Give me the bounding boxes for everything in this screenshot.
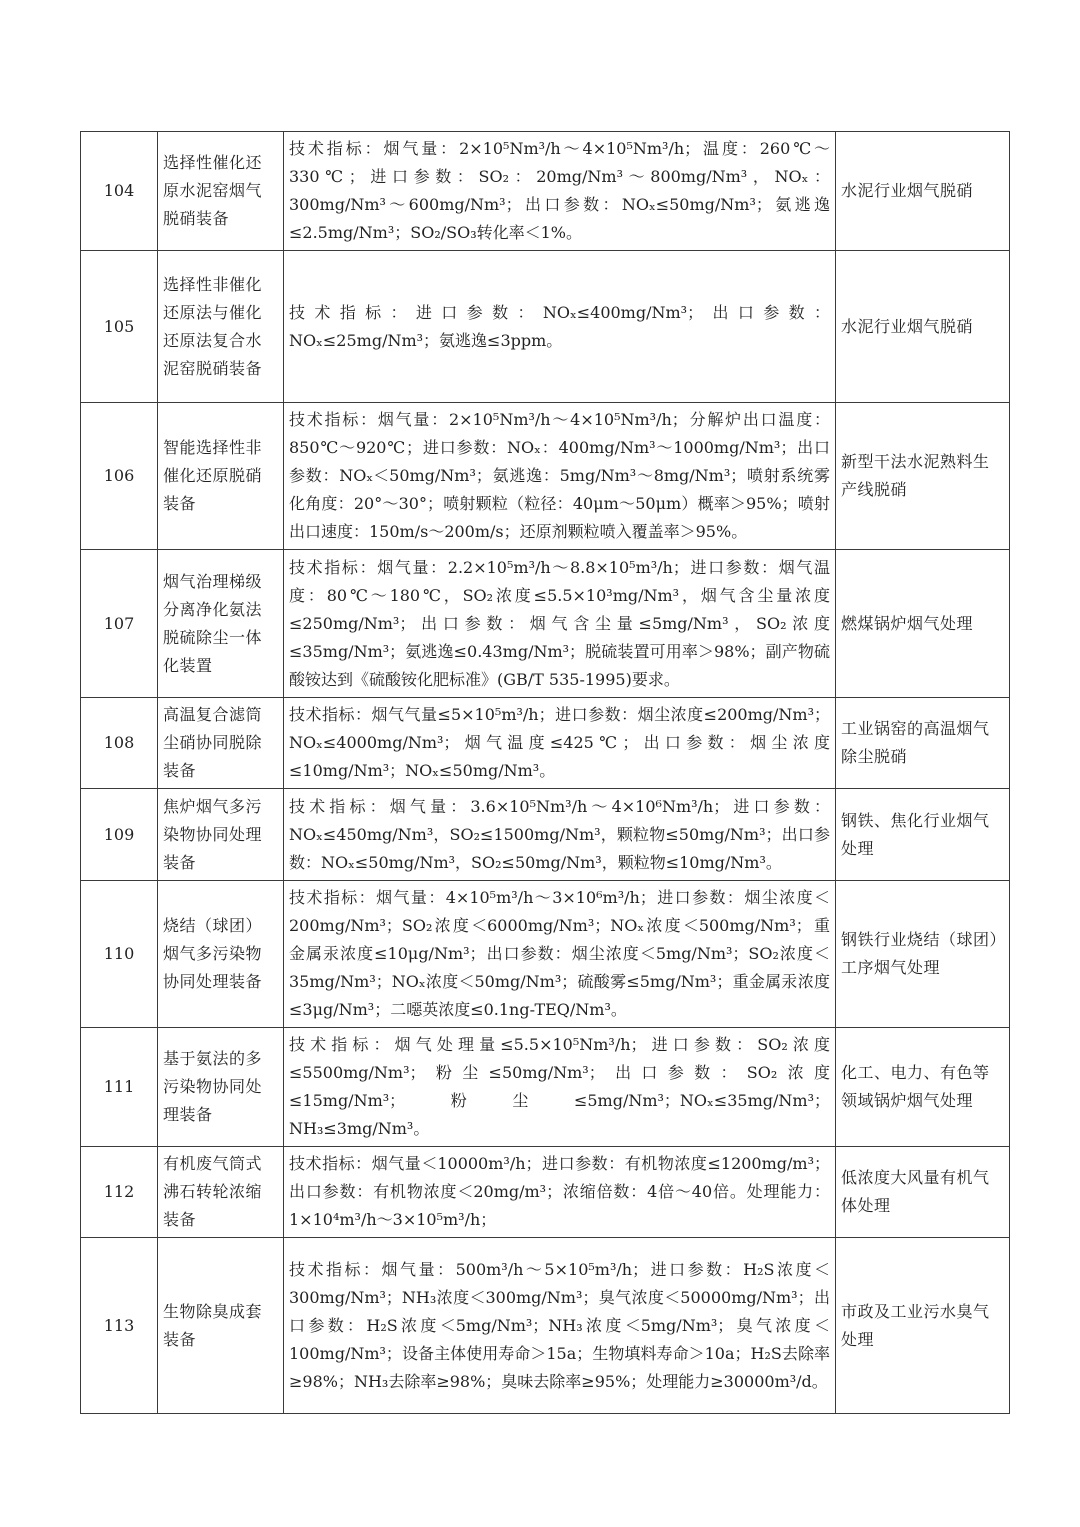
application-field: 市政及工业污水臭气处理 [836, 1238, 1010, 1414]
equipment-name: 智能选择性非催化还原脱硝装备 [158, 403, 284, 550]
application-field: 新型干法水泥熟料生产线脱硝 [836, 403, 1010, 550]
technical-indicators: 技术指标：烟气量：2.2×10⁵m³/h～8.8×10⁵m³/h；进口参数：烟气温度：80℃～180℃，SO₂浓度≤5.5×10³mg/Nm³，烟气含尘量浓度≤250mg/Nm³；出口参数：烟气含尘量≤5mg/Nm³，SO₂浓度≤35mg/Nm³；氨逃逸≤0.43mg/Nm³；脱硫装置可用率＞98%；副产物硫酸铵达到《硫酸铵化肥标准》(GB/T 535-1995)要求。 [284, 550, 836, 698]
technical-indicators: 技术指标：烟气量：2×10⁵Nm³/h～4×10⁵Nm³/h；分解炉出口温度：850℃～920℃；进口参数：NOₓ：400mg/Nm³～1000mg/Nm³；出口参数：NOₓ＜50mg/Nm³；氨逃逸：5mg/Nm³～8mg/Nm³；喷射系统雾化角度：20°～30°；喷射颗粒（粒径：40μm～50μm）概率＞95%；喷射出口速度：150m/s～200m/s；还原剂颗粒喷入覆盖率＞95%。 [284, 403, 836, 550]
technical-indicators: 技术指标：烟气量：4×10⁵m³/h～3×10⁶m³/h；进口参数：烟尘浓度＜200mg/Nm³；SO₂浓度＜6000mg/Nm³；NOₓ浓度＜500mg/Nm³；重金属汞浓度≤10μg/Nm³；出口参数：烟尘浓度＜5mg/Nm³；SO₂浓度＜35mg/Nm³；NOₓ浓度＜50mg/Nm³；硫酸雾≤5mg/Nm³；重金属汞浓度≤3μg/Nm³；二噁英浓度≤0.1ng-TEQ/Nm³。 [284, 881, 836, 1028]
technical-indicators: 技术指标：烟气量：500m³/h～5×10⁵m³/h；进口参数：H₂S浓度＜300mg/Nm³；NH₃浓度＜300mg/Nm³；臭气浓度＜50000mg/Nm³；出口参数：H₂S浓度＜5mg/Nm³；NH₃浓度＜5mg/Nm³；臭气浓度＜100mg/Nm³；设备主体使用寿命＞15a；生物填料寿命＞10a；H₂S去除率≥98%；NH₃去除率≥98%；臭味去除率≥95%；处理能力≥30000m³/d。 [284, 1238, 836, 1414]
table-row [81, 132, 1010, 251]
item-number: 112 [81, 1147, 158, 1238]
table-row [81, 403, 1010, 550]
equipment-name: 高温复合滤筒尘硝协同脱除装备 [158, 698, 284, 789]
equipment-name: 有机废气筒式沸石转轮浓缩装备 [158, 1147, 284, 1238]
technical-indicators: 技术指标：烟气量：3.6×10⁵Nm³/h～4×10⁶Nm³/h；进口参数：NOₓ≤450mg/Nm³，SO₂≤1500mg/Nm³，颗粒物≤50mg/Nm³；出口参数：NOₓ≤50mg/Nm³，SO₂≤50mg/Nm³，颗粒物≤10mg/Nm³。 [284, 789, 836, 881]
technical-indicators: 技术指标：烟气气量≤5×10⁵m³/h；进口参数：烟尘浓度≤200mg/Nm³；NOₓ≤4000mg/Nm³；烟气温度≤425℃；出口参数：烟尘浓度≤10mg/Nm³；NOₓ≤50mg/Nm³。 [284, 698, 836, 789]
table-row [81, 1028, 1010, 1147]
item-number: 113 [81, 1238, 158, 1414]
equipment-spec-table [80, 131, 1010, 1414]
table-row [81, 1238, 1010, 1414]
application-field: 化工、电力、有色等领域锅炉烟气处理 [836, 1028, 1010, 1147]
application-field: 钢铁行业烧结（球团）工序烟气处理 [836, 881, 1010, 1028]
table-row [81, 789, 1010, 881]
item-number: 107 [81, 550, 158, 698]
item-number: 105 [81, 251, 158, 403]
table-row [81, 550, 1010, 698]
equipment-name: 选择性催化还原水泥窑烟气脱硝装备 [158, 132, 284, 251]
technical-indicators: 技术指标：烟气量＜10000m³/h；进口参数：有机物浓度≤1200mg/m³；出口参数：有机物浓度＜20mg/m³；浓缩倍数：4倍～40倍。处理能力：1×10⁴m³/h～3×10⁵m³/h； [284, 1147, 836, 1238]
equipment-name: 生物除臭成套装备 [158, 1238, 284, 1414]
technical-indicators: 技术指标：烟气处理量≤5.5×10⁵Nm³/h；进口参数：SO₂浓度≤5500mg/Nm³；粉尘≤50mg/Nm³；出口参数：SO₂浓度≤15mg/Nm³；粉尘≤5mg/Nm³；NOₓ≤35mg/Nm³；NH₃≤3mg/Nm³。 [284, 1028, 836, 1147]
application-field: 钢铁、焦化行业烟气处理 [836, 789, 1010, 881]
table-row [81, 1147, 1010, 1238]
table-row [81, 881, 1010, 1028]
technical-indicators: 技术指标：烟气量：2×10⁵Nm³/h～4×10⁵Nm³/h；温度：260℃～330℃；进口参数：SO₂：20mg/Nm³～800mg/Nm³，NOₓ：300mg/Nm³～600mg/Nm³；出口参数：NOₓ≤50mg/Nm³；氨逃逸≤2.5mg/Nm³；SO₂/SO₃转化率＜1%。 [284, 132, 836, 251]
table-row [81, 698, 1010, 789]
equipment-name: 烧结（球团）烟气多污染物协同处理装备 [158, 881, 284, 1028]
item-number: 111 [81, 1028, 158, 1147]
application-field: 燃煤锅炉烟气处理 [836, 550, 1010, 698]
table-row [81, 251, 1010, 403]
application-field: 水泥行业烟气脱硝 [836, 251, 1010, 403]
item-number: 109 [81, 789, 158, 881]
application-field: 工业锅窑的高温烟气除尘脱硝 [836, 698, 1010, 789]
application-field: 低浓度大风量有机气体处理 [836, 1147, 1010, 1238]
item-number: 106 [81, 403, 158, 550]
item-number: 104 [81, 132, 158, 251]
equipment-name: 烟气治理梯级分离净化氨法脱硫除尘一体化装置 [158, 550, 284, 698]
equipment-name: 基于氨法的多污染物协同处理装备 [158, 1028, 284, 1147]
technical-indicators: 技术指标：进口参数：NOₓ≤400mg/Nm³；出口参数：NOₓ≤25mg/Nm³；氨逃逸≤3ppm。 [284, 251, 836, 403]
equipment-name: 焦炉烟气多污染物协同处理装备 [158, 789, 284, 881]
item-number: 108 [81, 698, 158, 789]
item-number: 110 [81, 881, 158, 1028]
application-field: 水泥行业烟气脱硝 [836, 132, 1010, 251]
equipment-name: 选择性非催化还原法与催化还原法复合水泥窑脱硝装备 [158, 251, 284, 403]
